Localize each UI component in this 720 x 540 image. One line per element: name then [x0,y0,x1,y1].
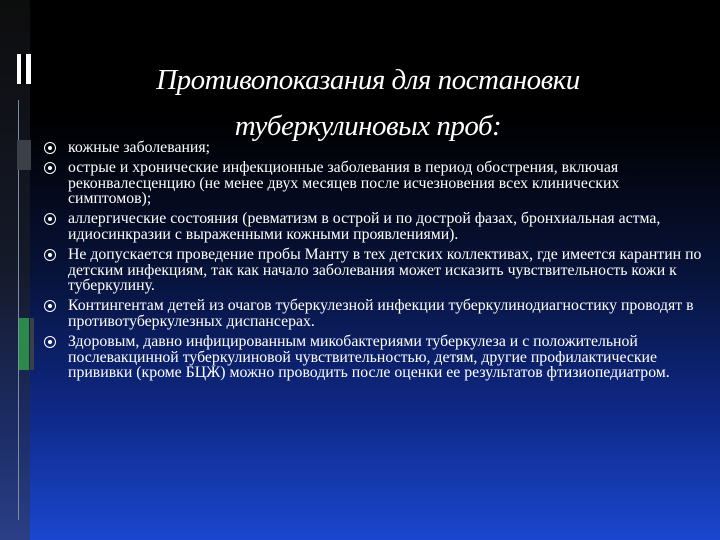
bullet-icon [44,162,56,174]
bullet-icon [44,213,56,225]
decorative-block-black [21,54,26,84]
bullet-icon [44,336,56,348]
contraindications-list [44,140,704,385]
slide-title [88,57,648,149]
decorative-block-green [19,318,29,370]
list-item [44,160,704,207]
list-item [44,298,704,330]
list-item-text: острые и хронические инфекционные заболевания в период обострения, включая реконвалесценцию (не менее двух месяцев после исчезновения всех клинических симптомов); [68,158,620,208]
bullet-icon [44,249,56,261]
list-item [44,140,704,156]
bullet-icon [44,300,56,312]
bullet-icon [44,142,56,154]
list-item [44,211,704,243]
list-item [44,247,704,294]
list-item-text: кожные заболевания; [68,139,211,156]
list-item [44,334,704,381]
list-item-text: Здоровым, давно инфицированным микобактериями туберкулеза и с положительной послевакцинной туберкулиновой чувствительностью, детям, другие профилактические прививки (кроме БЦЖ) можно проводить после оценки ее результатов фтизиопедиатром. [68,332,670,382]
title-line-2: туберкулиновых проб: [234,110,502,143]
decorative-block-gray [17,140,31,170]
title-line-1: Противопоказания для постановки [156,64,580,97]
decorative-block-gray-small [30,318,34,370]
list-item-text: Контингентам детей из очагов туберкулезной инфекции туберкулинодиагностику проводят в противотуберкулезных диспансерах. [68,297,694,330]
list-item-text: Не допускается проведение пробы Манту в тех детских коллективах, где имеется карантин по детским инфекциям, так как начало заболевания может исказить чувствительность кожи к туберкулину. [68,245,702,295]
list-item-text: аллергические состояния (ревматизм в острой и по дострой фазах, бронхиальная астма, идиосинкразии с выраженными кожными проявлениями). [68,210,661,243]
